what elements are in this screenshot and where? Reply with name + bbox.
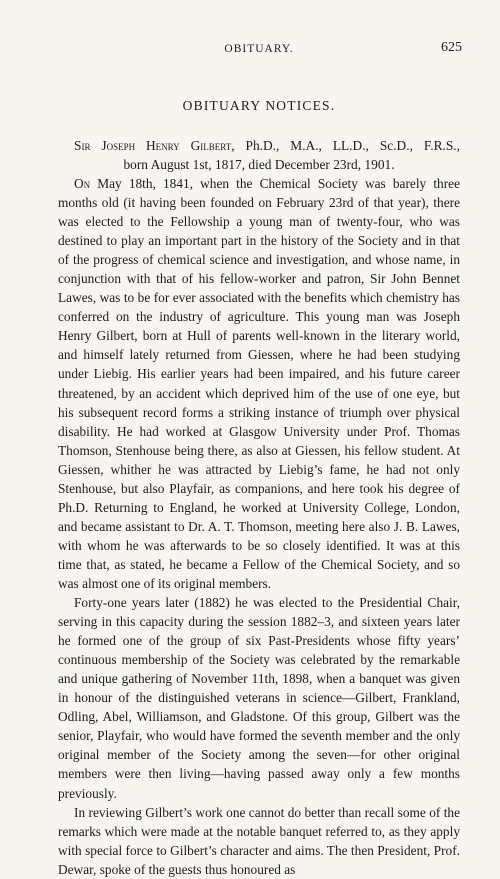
paragraph-text: May 18th, 1841, when the Chemical Society was barely three months old (it having been founded on February 23rd of that year), there was elected to the Fellowship a young man of twenty-four, who was destined to play an important part in the history of the Society and in that of the progress of chemical science and investigation, and whose name, in conjunction with that of his fellow-worker and patron, Sir John Bennet Lawes, was to be for ever associated with the benefits which chemistry has conferred on the industry of agriculture. This young man was Joseph Henry Gilbert, born at Hull of parents well-known in the literary world, and himself lately returned from Giessen, where he had been studying under Liebig. His earlier years had been impaired, and his future career threatened, by an accident which deprived him of the use of one eye, but his subsequent record forms a striking instance of triumph over physical disability. He had worked at Glasgow University under Prof. Thomas Thomson, Stenhouse being there, as also at Giessen, his fellow student. At Giessen, whither he was attracted by Liebig’s fame, he had not only Stenhouse, but also Playfair, as companions, and here took his degree of Ph.D. Returning to England, he worked at University College, London, and became assistant to Dr. A. T. Thomson, meeting here also J. B. Lawes, with whom he was afterwards to be so closely identified. It was at this time that, as stated, he became a Fellow of the Chemical Society, and so was almost one of its original members. — [58, 176, 460, 591]
body-paragraph-3 — [58, 803, 460, 879]
heading-name-line — [58, 136, 460, 155]
body-paragraph-2 — [58, 593, 460, 803]
notice-title: OBITUARY NOTICES. — [182, 98, 336, 113]
obituary-heading — [58, 136, 460, 174]
subject-degrees: , Ph.D., M.A., LL.D., Sc.D., F.R.S., — [231, 138, 460, 153]
page — [58, 40, 460, 879]
paragraph-text: Forty-one years later (1882) he was elected to the Presidential Chair, serving in this capacity during the session 1882–3, and sixteen years later he formed one of the group of six Past-Presidents whose fifty years’ continuous membership of the Society was celebrated by the remarkable and unique gathering of November 11th, 1898, when a banquet was given in honour of the distinguished veterans in science—Gilbert, Frankland, Odling, Abel, Williamson, and Gladstone. Of this group, Gilbert was the senior, Playfair, who would have formed the seventh member and the only original member of the Society among the seven—for other original members were then living—having passed away only a few months previously. — [58, 595, 460, 801]
body-paragraph-1 — [58, 174, 460, 593]
subject-name: Sir Joseph Henry Gilbert — [74, 138, 232, 153]
running-head-section: OBITUARY. — [224, 43, 294, 55]
subject-dates: born August 1st, 1817, died December 23rd, 1901. — [123, 157, 395, 172]
running-head — [58, 40, 460, 60]
paragraph-text: In reviewing Gilbert’s work one cannot do better than recall some of the remarks which were made at the notable banquet referred to, as they apply with special force to Gilbert’s character and aims. The then President, Prof. Dewar, spoke of the guests thus honoured as — [58, 804, 460, 877]
page-number: 625 — [441, 40, 462, 55]
paragraph-initial: On — [74, 176, 91, 191]
